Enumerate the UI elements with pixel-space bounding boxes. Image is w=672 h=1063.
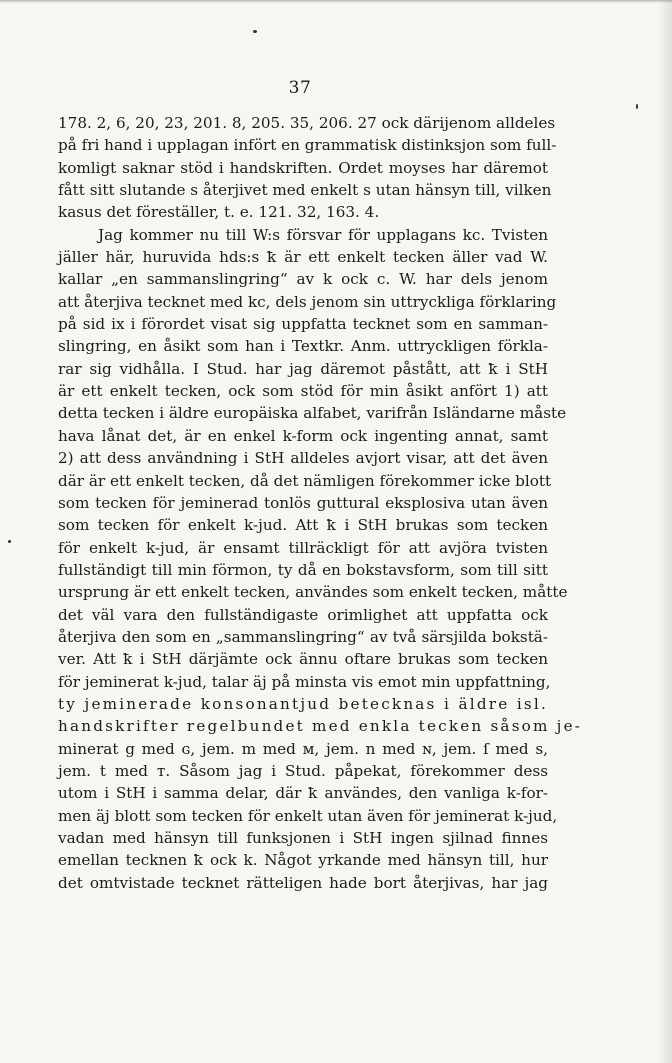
text-line: utom i StH i samma delar, där ꝁ användes, den vanliga k-for- [58,784,548,803]
text-line: slingring, en åsikt som han i Textkr. Anm. uttryckligen förkla- [58,337,548,356]
text-line: fullständigt till min förmon, ty då en bokstavsform, som till sitt [58,560,548,579]
scan-top-edge [0,0,672,3]
text-line: komligt saknar stöd i handskriften. Ordet moyses har däremot [58,158,548,177]
text-line: på fri hand i upplagan infört en grammatisk distinksjon som full- [58,136,557,155]
text-line: 2) att dess användning i StH alldeles avjort visar, att det även [58,449,548,468]
text-line: detta tecken i äldre europäiska alfabet, varifrån Isländarne måste [58,404,567,423]
scan-speck [8,540,11,543]
text-line: Jag kommer nu till W:s försvar för upplagans kc. Tvisten [98,225,548,244]
text-line: för enkelt k-jud, är ensamt tillräckligt för att avjöra tvisten [58,538,548,557]
text-line: är ett enkelt tecken, ock som stöd för min åsikt anfört 1) att [58,382,548,401]
text-line: emellan tecknen ꝁ ock k. Något yrkande med hänsyn till, hur [58,851,548,870]
text-line: jäller här, huruvida hds:s ꝁ är ett enkelt tecken äller vad W. [58,248,548,267]
text-line: det väl vara den fullständigaste orimlighet att uppfatta ock [58,605,548,624]
text-line: kasus det föreställer, t. e. 121. 32, 163. 4. [58,203,380,222]
text-line: handskrifter regelbundet med enkla tecken såsom je- [58,717,583,736]
text-line: där är ett enkelt tecken, då det nämligen förekommer icke blott [58,471,552,490]
body-text [58,112,583,894]
text-line: minerat g med ɢ, jem. m med ᴍ, jem. n med ɴ, jem. ſ med s, [58,739,548,758]
text-line: fått sitt slutande s återjivet med enkelt s utan hänsyn till, vilken [58,181,552,200]
text-line: det omtvistade tecknet rätteligen hade bort återjivas, har jag [58,873,548,892]
text-line: 178. 2, 6, 20, 23, 201. 8, 205. 35, 206. 27 ock därijenom alldeles [58,114,556,132]
text-line: rar sig vidhålla. I Stud. har jag däremot påstått, att ꝁ i StH [58,359,548,378]
text-line: ver. Att ꝁ i StH därjämte ock ännu oftare brukas som tecken [58,650,548,669]
text-line: ty jeminerade konsonantjud betecknas i äldre isl. [58,694,548,713]
text-line: på sid ix i förordet visat sig uppfatta tecknet som en samman- [58,315,548,334]
text-line: men äj blott som tecken för enkelt utan även för jeminerat k-jud, [58,806,558,825]
text-line: som tecken för enkelt k-jud. Att ꝁ i StH brukas som tecken [58,516,548,535]
scan-speck [636,104,638,109]
text-line: vadan med hänsyn till funksjonen i StH ingen sjilnad finnes [58,829,548,847]
text-line: återjiva den som en „sammanslingring“ av två särsjilda bokstä- [58,627,548,646]
page-number: 37 [288,78,312,98]
text-line: för jeminerat k-jud, talar äj på minsta vis emot min uppfattning, [58,672,551,691]
text-line: jem. t med ᴛ. Såsom jag i Stud. påpekat, förekommer dess [58,761,548,780]
text-line: att återjiva tecknet med kc, dels jenom sin uttryckliga förklaring [58,292,557,311]
scan-right-edge [658,0,672,1063]
text-line: ursprung är ett enkelt tecken, användes som enkelt tecken, måtte [58,583,568,602]
text-line: som tecken för jeminerad tonlös guttural eksplosiva utan även [58,493,548,512]
text-line: hava lånat det, är en enkel k-form ock ingenting annat, samt [58,426,548,445]
scan-speck [253,30,257,33]
text-line: kallar „en sammanslingring“ av k ock c. W. har dels jenom [58,270,548,289]
